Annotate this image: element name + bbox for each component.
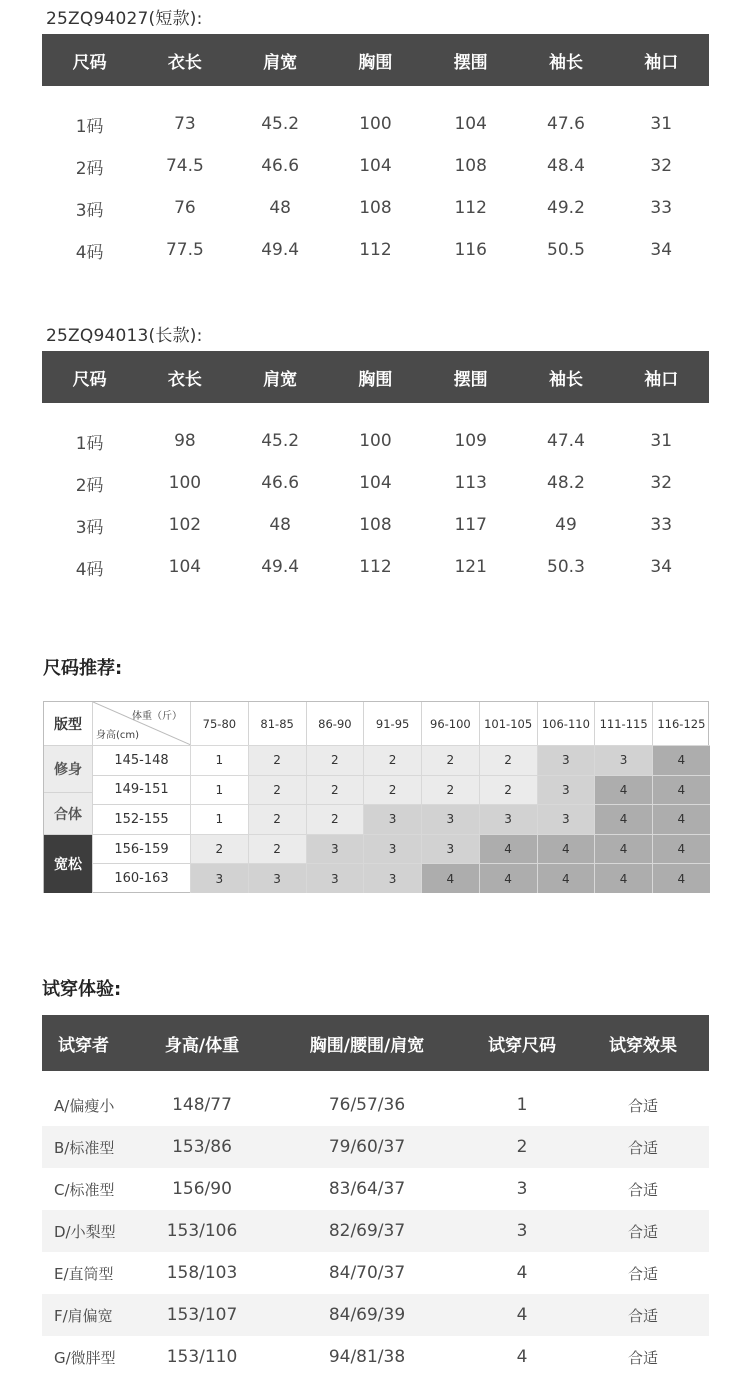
table-cell: 2 (516, 1137, 528, 1157)
table-cell: 74.5 (165, 156, 204, 176)
recommended-size-cell: 3 (363, 863, 421, 893)
table-cell: 32 (650, 156, 673, 176)
table-row (42, 504, 709, 546)
table-cell: 46.6 (261, 156, 300, 176)
table-cell: 3 (516, 1179, 528, 1199)
table-cell: 112 (359, 557, 392, 577)
weight-column-header: 75-80 (190, 702, 248, 745)
recommended-size-cell: 4 (652, 745, 710, 775)
table-cell: 158/103 (166, 1263, 238, 1283)
weight-column-header: 91-95 (363, 702, 421, 745)
height-axis-label: 身高(cm) (96, 730, 140, 741)
table-cell: C/标准型 (54, 1180, 115, 1199)
header-cell: 试穿尺码 (488, 1035, 556, 1056)
table-cell: A/偏瘦小 (54, 1096, 115, 1115)
table-row (42, 1084, 709, 1126)
recommended-size-cell: 3 (537, 745, 595, 775)
table-cell: 104 (454, 114, 487, 134)
recommended-size-cell: 3 (248, 863, 306, 893)
recommended-size-cell: 3 (421, 834, 479, 864)
recommended-size-cell: 4 (594, 863, 652, 893)
table-row (42, 1210, 709, 1252)
table-cell: 4码 (75, 242, 104, 263)
recommended-size-cell: 2 (306, 775, 364, 805)
table-cell: 31 (650, 114, 673, 134)
table-cell: 77.5 (165, 240, 204, 260)
table-row (42, 1294, 709, 1336)
table-cell: 98 (174, 431, 196, 451)
table-cell: 46.6 (261, 473, 300, 493)
table-cell: 104 (359, 473, 392, 493)
recommended-size-cell: 4 (594, 834, 652, 864)
header-cell: 袖长 (548, 52, 583, 73)
table-cell: 4 (516, 1263, 528, 1283)
table-cell: 100 (359, 431, 392, 451)
table-cell: 合适 (627, 1096, 658, 1115)
table-cell: 49.4 (261, 240, 300, 260)
table-cell: 47.4 (547, 431, 585, 451)
header-cell: 袖长 (548, 369, 583, 390)
recommended-size-cell: 2 (248, 804, 306, 834)
fit-type-header: 版型 (44, 702, 92, 745)
table-cell: 84/69/39 (328, 1305, 406, 1325)
height-row-header: 156-159 (92, 834, 190, 864)
table-cell: 116 (454, 240, 487, 260)
table-cell: 3 (516, 1221, 528, 1241)
recommended-size-cell: 3 (537, 775, 595, 805)
table-cell: 48 (269, 198, 291, 218)
header-cell: 胸围 (358, 369, 393, 390)
header-cell: 试穿效果 (609, 1035, 677, 1056)
fitting-table (42, 1015, 709, 1378)
table-cell: F/肩偏宽 (54, 1306, 113, 1325)
table-cell: 4 (516, 1347, 528, 1367)
height-row-header: 145-148 (92, 745, 190, 775)
weight-column-header: 111-115 (594, 702, 652, 745)
table-row (42, 546, 709, 588)
table-cell: 49 (555, 515, 577, 535)
table-cell: 112 (359, 240, 392, 260)
recommended-size-cell: 2 (479, 745, 537, 775)
weight-column-header: 86-90 (306, 702, 364, 745)
header-cell: 衣长 (167, 369, 202, 390)
table-cell: 84/70/37 (328, 1263, 406, 1283)
recommended-size-cell: 3 (479, 804, 537, 834)
table-cell: 153/106 (166, 1221, 238, 1241)
table-cell: 合适 (627, 1138, 658, 1157)
corner-header (92, 702, 190, 745)
header-cell: 身高/体重 (164, 1035, 240, 1056)
table-cell: 1 (516, 1095, 528, 1115)
recommended-size-cell: 1 (190, 804, 248, 834)
size-table-short (42, 34, 709, 271)
fit-type-label: 宽松 (44, 834, 92, 893)
table-cell: D/小梨型 (54, 1222, 116, 1241)
table-row (42, 1126, 709, 1168)
table-cell: 48.4 (547, 156, 585, 176)
table-cell: 148/77 (172, 1095, 232, 1115)
table-cell: 3码 (75, 200, 104, 221)
table-cell: 83/64/37 (328, 1179, 406, 1199)
table-row (42, 187, 709, 229)
table-cell: 4 (516, 1305, 528, 1325)
recommended-size-cell: 2 (363, 775, 421, 805)
table-cell: 79/60/37 (328, 1137, 406, 1157)
header-cell: 尺码 (72, 52, 107, 73)
recommended-size-cell: 4 (537, 863, 595, 893)
table-cell: 4码 (75, 559, 104, 580)
table-row (42, 1168, 709, 1210)
table-cell: 34 (650, 240, 673, 260)
table-cell: 108 (359, 198, 392, 218)
table-cell: G/微胖型 (54, 1348, 116, 1367)
weight-column-header: 81-85 (248, 702, 306, 745)
size-table-header (42, 34, 709, 86)
header-cell: 衣长 (167, 52, 202, 73)
table-cell: 47.6 (547, 114, 585, 134)
table-cell: 32 (650, 473, 673, 493)
recommended-size-cell: 3 (306, 834, 364, 864)
table-cell: 48 (269, 515, 291, 535)
table-cell: 117 (454, 515, 487, 535)
recommended-size-cell: 2 (248, 834, 306, 864)
recommended-size-cell: 2 (421, 745, 479, 775)
table-title-short: 25ZQ94027(短款): (46, 9, 203, 29)
table-cell: 94/81/38 (328, 1347, 406, 1367)
weight-column-header: 106-110 (537, 702, 595, 745)
fitting-table-header (42, 1015, 709, 1071)
fit-type-label: 合体 (44, 792, 92, 833)
recommended-size-cell: 4 (421, 863, 479, 893)
table-cell: 121 (454, 557, 487, 577)
header-cell: 袖口 (644, 52, 679, 73)
recommended-size-cell: 2 (248, 775, 306, 805)
header-cell: 摆围 (453, 52, 488, 73)
table-cell: 104 (168, 557, 202, 577)
table-cell: 合适 (627, 1306, 658, 1325)
table-cell: 109 (454, 431, 487, 451)
header-cell: 肩宽 (263, 369, 298, 390)
recommended-size-cell: 2 (248, 745, 306, 775)
recommended-size-cell: 3 (363, 834, 421, 864)
table-cell: 153/110 (166, 1347, 238, 1367)
fitting-title: 试穿体验: (42, 979, 122, 1000)
table-row (42, 229, 709, 271)
table-cell: 73 (174, 114, 196, 134)
table-cell: 1码 (75, 116, 104, 137)
table-cell: 113 (454, 473, 487, 493)
table-cell: 2码 (75, 158, 104, 179)
recommended-size-cell: 2 (190, 834, 248, 864)
table-cell: 3码 (75, 517, 104, 538)
table-cell: 108 (359, 515, 392, 535)
recommended-size-cell: 4 (479, 834, 537, 864)
header-cell: 尺码 (72, 369, 107, 390)
table-cell: 合适 (627, 1222, 658, 1241)
table-cell: 50.5 (547, 240, 585, 260)
table-cell: 153/107 (166, 1305, 238, 1325)
recommended-size-cell: 4 (594, 775, 652, 805)
table-row (42, 1252, 709, 1294)
table-cell: 102 (168, 515, 202, 535)
table-cell: 33 (650, 515, 673, 535)
table-row (42, 103, 709, 145)
height-row-header: 160-163 (92, 863, 190, 893)
table-cell: 49.4 (261, 557, 300, 577)
size-table-header (42, 351, 709, 403)
weight-column-header: 116-125 (652, 702, 710, 745)
table-row (42, 145, 709, 187)
header-cell: 肩宽 (263, 52, 298, 73)
recommended-size-cell: 1 (190, 775, 248, 805)
header-cell: 胸围/腰围/肩宽 (309, 1035, 425, 1056)
table-cell: 76/57/36 (328, 1095, 406, 1115)
recommended-size-cell: 4 (594, 804, 652, 834)
weight-column-header: 101-105 (479, 702, 537, 745)
table-title-long: 25ZQ94013(长款): (46, 326, 203, 346)
weight-column-header: 96-100 (421, 702, 479, 745)
table-cell: 156/90 (172, 1179, 232, 1199)
recommended-size-cell: 3 (594, 745, 652, 775)
recommended-size-cell: 2 (421, 775, 479, 805)
recommended-size-cell: 4 (652, 834, 710, 864)
recommended-size-cell: 2 (363, 745, 421, 775)
recommended-size-cell: 2 (479, 775, 537, 805)
recommended-size-cell: 2 (306, 804, 364, 834)
recommended-size-cell: 1 (190, 745, 248, 775)
table-row (42, 462, 709, 504)
table-cell: B/标准型 (54, 1138, 115, 1157)
table-cell: E/直筒型 (54, 1264, 114, 1283)
table-cell: 49.2 (547, 198, 585, 218)
table-cell: 108 (454, 156, 487, 176)
table-cell: 100 (359, 114, 392, 134)
height-row-header: 152-155 (92, 804, 190, 834)
table-cell: 33 (650, 198, 673, 218)
table-cell: 50.3 (547, 557, 585, 577)
recommended-size-cell: 3 (421, 804, 479, 834)
size-recommendation-grid (43, 701, 709, 893)
recommendation-title: 尺码推荐: (43, 658, 123, 679)
fit-type-label: 修身 (44, 745, 92, 792)
table-cell: 2码 (75, 475, 104, 496)
table-cell: 45.2 (261, 114, 300, 134)
header-cell: 袖口 (644, 369, 679, 390)
table-cell: 100 (168, 473, 202, 493)
table-cell: 48.2 (547, 473, 585, 493)
table-cell: 34 (650, 557, 673, 577)
recommended-size-cell: 3 (537, 804, 595, 834)
table-cell: 合适 (627, 1348, 658, 1367)
recommended-size-cell: 4 (652, 804, 710, 834)
table-cell: 76 (174, 198, 196, 218)
recommended-size-cell: 3 (306, 863, 364, 893)
recommended-size-cell: 2 (306, 745, 364, 775)
table-cell: 1码 (75, 433, 104, 454)
weight-axis-label: 体重（斤） (132, 711, 182, 722)
table-cell: 合适 (627, 1264, 658, 1283)
table-cell: 45.2 (261, 431, 300, 451)
recommended-size-cell: 4 (652, 775, 710, 805)
recommended-size-cell: 4 (479, 863, 537, 893)
recommended-size-cell: 3 (190, 863, 248, 893)
header-cell: 摆围 (453, 369, 488, 390)
table-cell: 合适 (627, 1180, 658, 1199)
table-row (42, 1336, 709, 1378)
table-cell: 31 (650, 431, 673, 451)
table-cell: 82/69/37 (328, 1221, 406, 1241)
size-table-long (42, 351, 709, 588)
table-row (42, 420, 709, 462)
recommended-size-cell: 4 (652, 863, 710, 893)
header-cell: 胸围 (358, 52, 393, 73)
table-cell: 153/86 (172, 1137, 232, 1157)
table-cell: 104 (359, 156, 392, 176)
recommended-size-cell: 4 (537, 834, 595, 864)
header-cell: 试穿者 (58, 1035, 109, 1056)
recommended-size-cell: 3 (363, 804, 421, 834)
height-row-header: 149-151 (92, 775, 190, 805)
table-cell: 112 (454, 198, 487, 218)
